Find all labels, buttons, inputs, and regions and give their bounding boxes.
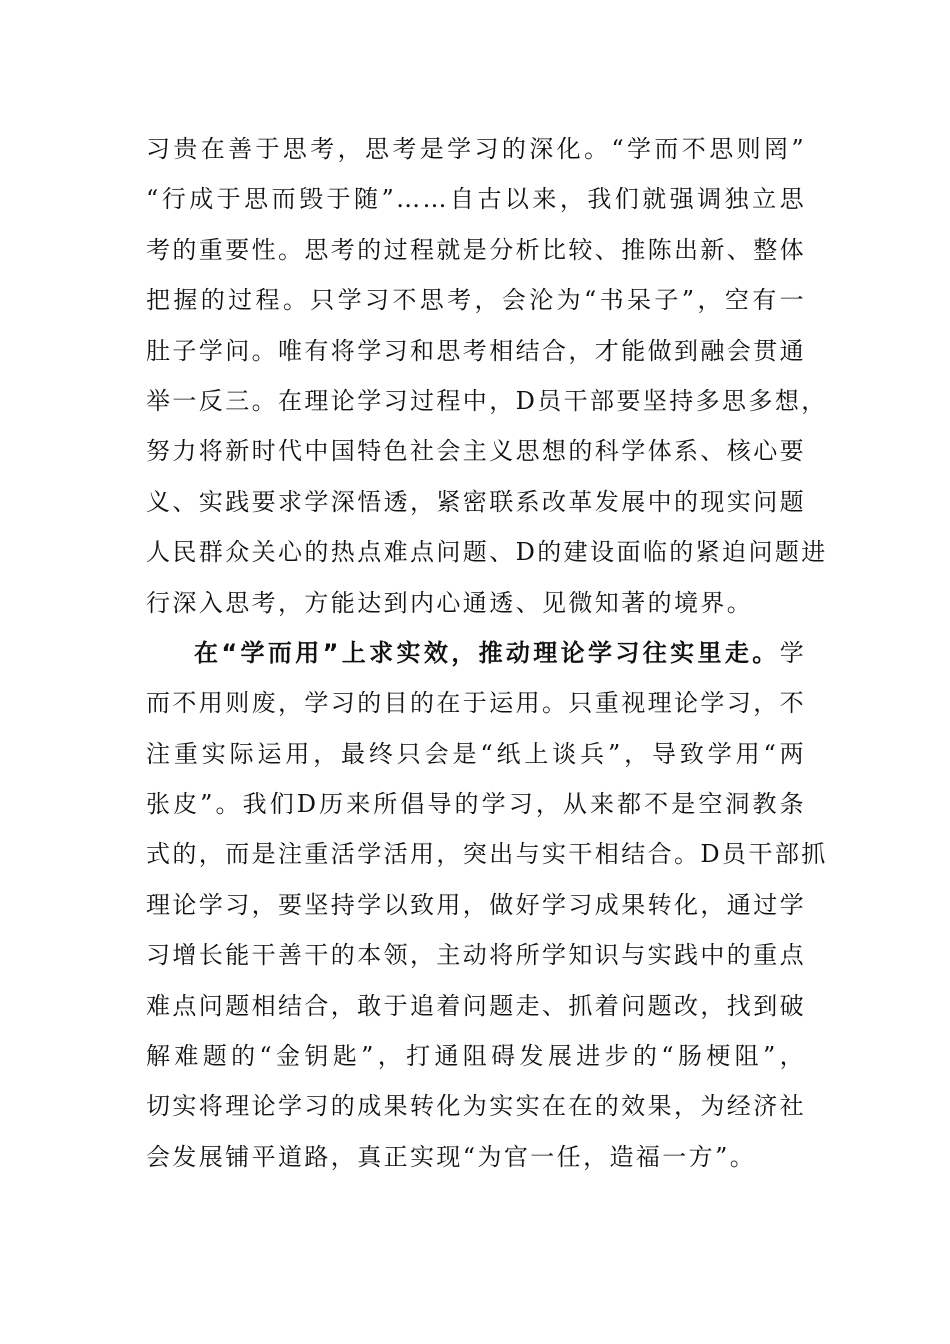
text-line: 难点问题相结合，敢于追着问题走、抓着问题改，找到破	[146, 991, 806, 1020]
paragraph-first-line	[146, 628, 806, 678]
text-line: 理论学习，要坚持学以致用，做好学习成果转化，通过学	[146, 890, 806, 919]
text-line: 张皮”。我们D历来所倡导的学习，从来都不是空洞教条	[146, 790, 806, 819]
text-line: 义、实践要求学深悟透，紧密联系改革发展中的现实问题	[146, 487, 806, 516]
text-line: 行深入思考，方能达到内心通透、见微知著的境界。	[146, 588, 754, 617]
text-line: 考的重要性。思考的过程就是分析比较、推陈出新、整体	[146, 235, 806, 264]
text-line: “行成于思而毁于随”……自古以来，我们就强调独立思	[146, 185, 806, 214]
text-line: 努力将新时代中国特色社会主义思想的科学体系、核心要	[146, 437, 806, 466]
text-line: 式的，而是注重活学活用，突出与实干相结合。D员干部抓	[146, 840, 828, 869]
text-line: 会发展铺平道路，真正实现“为官一任，造福一方”。	[146, 1142, 757, 1171]
paragraph-application	[146, 628, 828, 1182]
text-line: 把握的过程。只学习不思考，会沦为“书呆子”，空有一	[146, 286, 806, 315]
paragraph-thinking	[146, 124, 828, 628]
text-line: 人民群众关心的热点难点问题、D的建设面临的紧迫问题进	[146, 538, 828, 567]
text-line: 而不用则废，学习的目的在于运用。只重视理论学习，不	[146, 689, 806, 718]
text-line: 习增长能干善干的本领，主动将所学知识与实践中的重点	[146, 941, 806, 970]
body-text	[146, 124, 828, 1182]
text-line: 举一反三。在理论学习过程中，D员干部要坚持多思多想，	[146, 386, 828, 415]
text-line: 习贵在善于思考，思考是学习的深化。“学而不思则罔”	[146, 135, 806, 163]
text-line: 注重实际运用，最终只会是“纸上谈兵”，导致学用“两	[146, 739, 806, 768]
paragraph-heading: 在“学而用”上求实效，推动理论学习往实里走。	[194, 638, 780, 667]
text-line: 解难题的“金钥匙”，打通阻碍发展进步的“肠梗阻”，	[146, 1042, 806, 1071]
text-line: 切实将理论学习的成果转化为实实在在的效果，为经济社	[146, 1092, 806, 1121]
text-fragment: 学	[779, 638, 806, 667]
text-line: 肚子学问。唯有将学习和思考相结合，才能做到融会贯通	[146, 336, 806, 365]
